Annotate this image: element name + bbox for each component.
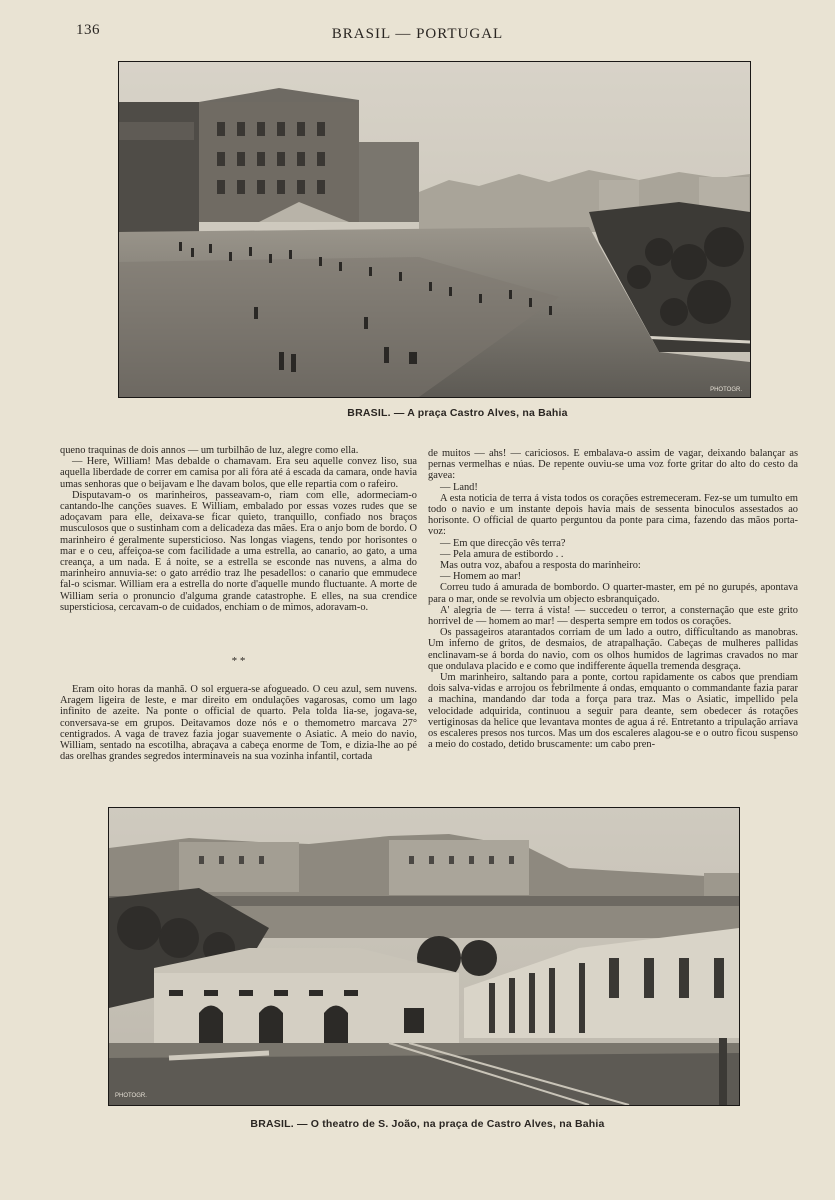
text-column-right (428, 448, 798, 750)
page-number: 136 (76, 22, 100, 38)
paragraph: Mas outra voz, abafou a resposta do marinheiro: (440, 560, 641, 572)
paragraph: A esta noticia de terra á vista todos os corações estremeceram. Fez-se um tumulto em todo o navio e um instante depois havia mais de sessenta binoculos assestados ao horisonte. O official de quarto perguntou da ponte para cima, fazendo das mãos porta-voz: (428, 492, 798, 538)
photo-praca-castro-alves-image (119, 62, 750, 397)
paragraph: Os passageiros atarantados corriam de um lado a outro, difficultando as manobras. Um inferno de gritos, de desmaios, de atrapalhação. Cabeças de mulheres pallidas enclinavam-se á borda do navio, com os olhos humidos de lagrimas cravados no mar que ondulava placido e e como que indifferente áquella tremenda desgraça. (428, 627, 798, 672)
photo-credit: PHOTOGR. (710, 387, 742, 393)
paragraph: — Here, William! Mas debalde o chamavam. Era seu aquelle convez liso, sua aquella liberdade de correr em camisa por ali fóra até á escada da camara, onde havia umas senhoras que o beijavam e lhe davam bolos, que elle repartia com o rafeiro. (60, 456, 417, 490)
text-column-left-1 (60, 445, 417, 613)
paragraph: Um marinheiro, saltando para a ponte, cortou rapidamente os cabos que prendiam dois salva-vidas e arrojou os febrilmente á ondas, emquanto o commandante fazia parar a machina, mandando dar toda a força para traz. Mas o Asiatic, impellido pela velocidade adquirida, continuou a seguir para deante, sem obedecer ás rotações vertiginosas da helice que levantava montes de agua á ré. Entretanto a tripulação arriava os escaleres presos nos turcos. Mas um dos escaleres alagou-se e o outro ficou suspenso a meio do costado, detido bruscamente: um cabo pren- (428, 672, 798, 751)
paragraph: Eram oito horas da manhã. O sol erguera-se afogueado. O ceu azul, sem nuvens. Aragem ligeira de leste, e mar direito em ondulações vagarosas, como um lago infinito de azeite. Na ponte o official de quarto. Pela tolda lia-se, jogava-se, conversava-se em grupos. Deitavamos doze nós e o themometro marcava 27° centigrados. A vaga de travez fazia jogar suavemente o Asiatic. A meio do navio, William, sentado na escotilha, abraçava a cabeça enorme de Tom, e dizia-lhe ao pé das orelhas grandes segredos interminaveis na sua vozinha infantil, cortada (60, 684, 417, 763)
caption-top: BRASIL. — A praça Castro Alves, na Bahia (347, 407, 568, 419)
paragraph: Disputavam-o os marinheiros, passeavam-o, riam com elle, adormeciam-o cantando-lhe canções suaves. E William, embalado por essas vozes rudes que se adoçavam para elle, deixava-se ficar quieto, tranquillo, confiado nos braços musculosos que o sustinham com a delicadeza das mães. Era o anjo bom de bordo. O marinheiro é geralmente supersticioso. Nas longas viagens, tendo por horisontes o mar e o ceu, affeiçoa-se com facilidade a uma estrella, ao canario, ao gato, a uma creança, a um nada. E á noite, se a estrella se esconde nas nuvens, a alma do marinheiro annuvia-se: o gato arrédio traz lhe pesadellos: o canario que emmudece fal-o scismar. William era a estrella do norte d'aquelle mundo fluctuante. A morte de William seria o pronuncio d'alguma grande catastrophe. E elles, na sua crendice supersticiosa, cercavam-o de cuidados, enchiam o de mimos, adoravam-o. (60, 489, 417, 613)
paragraph: — Land! (440, 481, 478, 493)
photo-credit: PHOTOGR. (115, 1093, 147, 1099)
photo-praca-castro-alves (118, 61, 751, 398)
paragraph: — Pela amura de estibordo . . (440, 548, 564, 560)
running-title: BRASIL — PORTUGAL (331, 26, 504, 42)
photo-theatro-sao-joao-image (109, 808, 739, 1105)
photo-theatro-sao-joao (108, 807, 740, 1106)
paragraph: A' alegria de — terra á vista! — succedeu o terror, a consternação que este grito horrivel de — homem ao mar! — desperta sempre em todos os corações. (428, 604, 798, 628)
section-break: * * (231, 655, 246, 667)
caption-bottom: BRASIL. — O theatro de S. João, na praça de Castro Alves, na Bahia (250, 1118, 605, 1130)
paragraph: de muitos — ahs! — cariciosos. E embalava-o assim de vagar, deixando balançar as pernas vermelhas e núas. De repente ouviu-se uma voz forte gritar do alto do cesto da gavea: (428, 448, 798, 482)
text-column-left-2 (60, 684, 417, 762)
paragraph: queno traquinas de dois annos — um turbilhão de luz, alegre como ella. (60, 445, 359, 456)
paragraph: — Em que direcção vês terra? (440, 537, 566, 549)
paragraph: — Homem ao mar! (440, 571, 522, 583)
paragraph: Correu tudo á amurada de bombordo. O quarter-master, em pé no gurupés, apontava para o mar, onde se revolvia um objecto esbranquiçado. (428, 582, 798, 605)
